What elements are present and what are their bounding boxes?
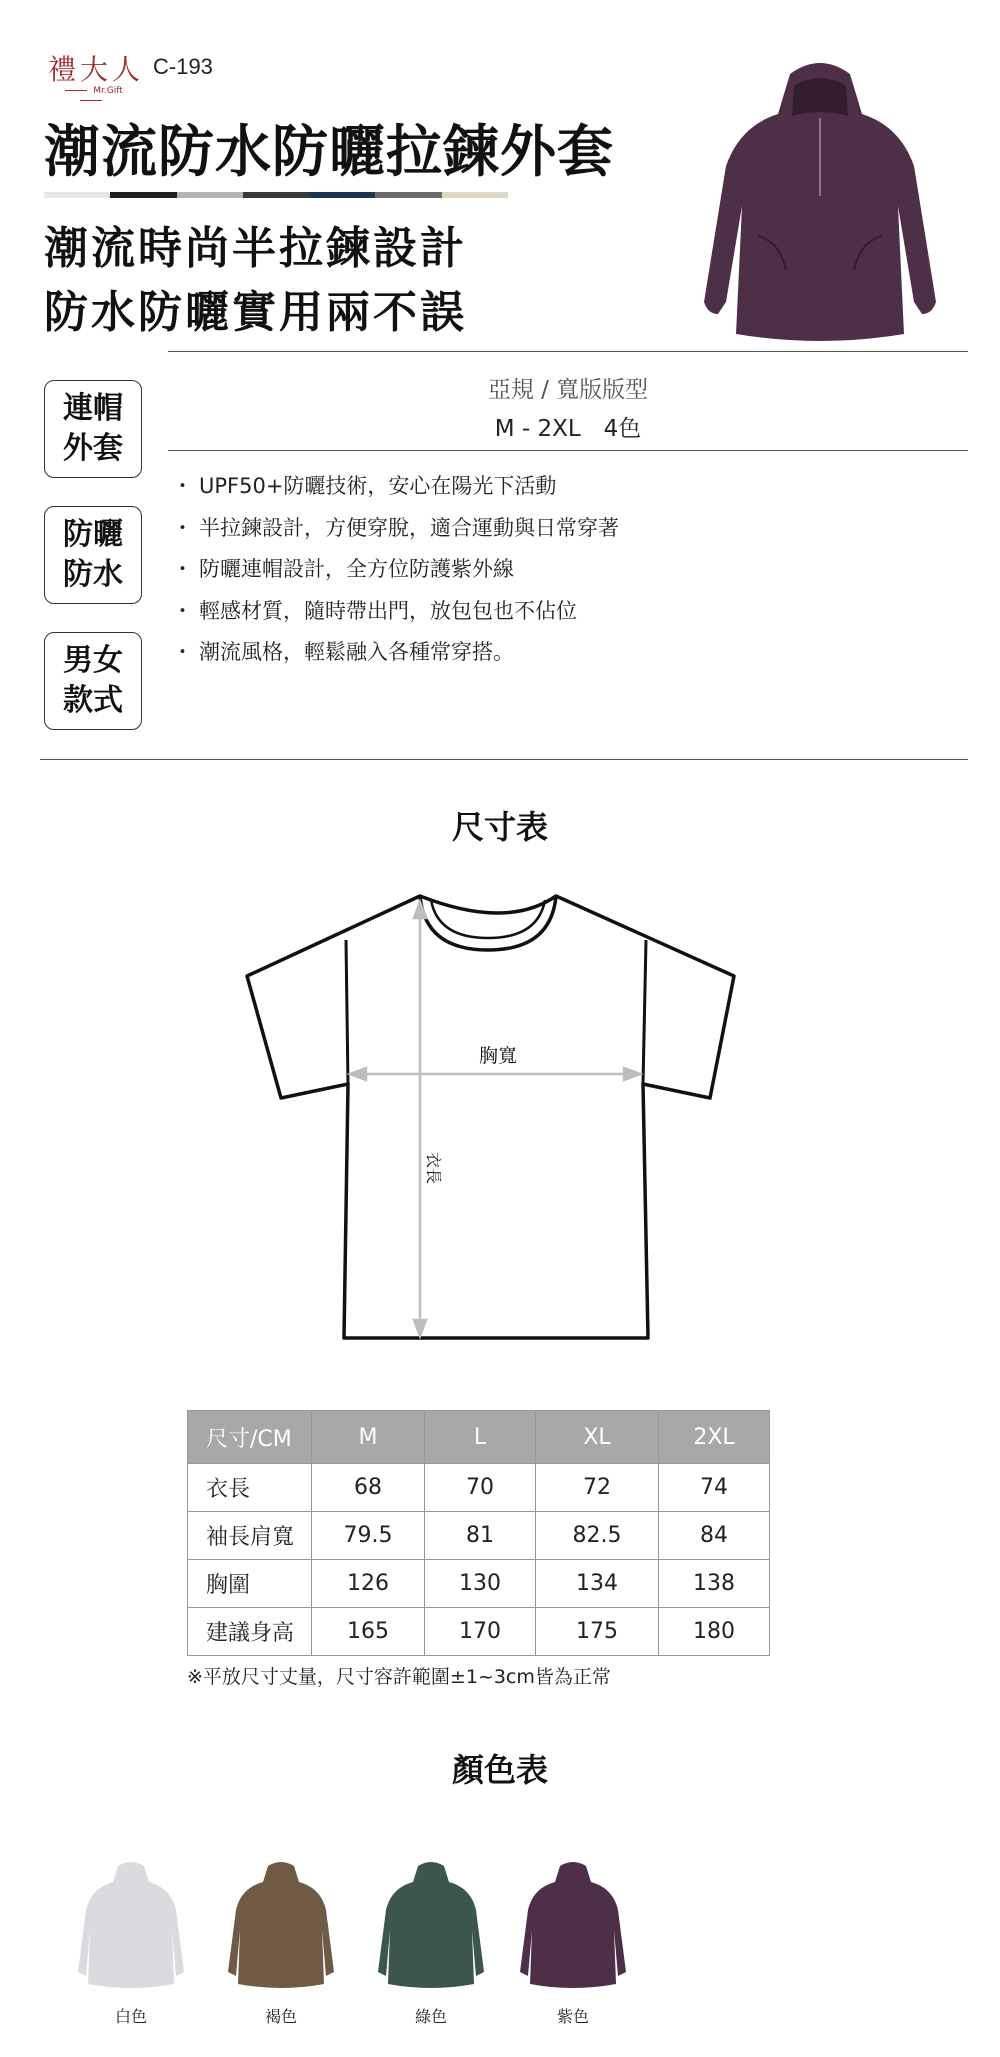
row-label: 袖長肩寬 bbox=[188, 1512, 312, 1560]
feature-item: ・ 防曬連帽設計，全方位防護紫外線 bbox=[172, 549, 619, 591]
color-swatch-white bbox=[76, 1860, 186, 1990]
color-swatch-purple bbox=[518, 1860, 628, 1990]
table-cell: 70 bbox=[425, 1464, 536, 1512]
chest-label: 胸寬 bbox=[478, 1045, 518, 1067]
feature-item: ・ UPF50+防曬技術，安心在陽光下活動 bbox=[172, 466, 619, 508]
color-stripe-divider bbox=[44, 192, 508, 198]
color-label: 綠色 bbox=[414, 2007, 447, 2026]
feature-tag: 連帽外套 bbox=[44, 380, 142, 478]
subtitle-line-2: 防水防曬實用兩不誤 bbox=[44, 287, 467, 338]
table-cell: 175 bbox=[536, 1608, 659, 1656]
fit-type: 亞規 / 寬版版型 bbox=[487, 377, 649, 403]
table-cell: 180 bbox=[659, 1608, 770, 1656]
table-cell: 72 bbox=[536, 1464, 659, 1512]
page-title: 潮流防水防曬拉鍊外套 bbox=[44, 120, 614, 185]
feature-item: ・ 輕感材質，隨時帶出門，放包包也不佔位 bbox=[172, 591, 619, 633]
size-chart-title: 尺寸表 bbox=[451, 808, 548, 846]
jacket-illustration bbox=[704, 63, 936, 341]
table-cell: 130 bbox=[425, 1560, 536, 1608]
row-label: 衣長 bbox=[188, 1464, 312, 1512]
table-header-cell: L bbox=[425, 1411, 536, 1464]
hero-jacket-image bbox=[700, 56, 940, 346]
table-row bbox=[188, 1560, 770, 1608]
color-stripe-segment bbox=[309, 192, 375, 198]
color-label: 紫色 bbox=[556, 2007, 589, 2026]
table-row bbox=[188, 1512, 770, 1560]
feature-list bbox=[172, 466, 619, 674]
table-cell: 170 bbox=[425, 1608, 536, 1656]
table-cell: 165 bbox=[312, 1608, 425, 1656]
color-chart-title: 顏色表 bbox=[451, 1751, 548, 1789]
table-cell: 81 bbox=[425, 1512, 536, 1560]
table-cell: 74 bbox=[659, 1464, 770, 1512]
color-swatch-green bbox=[376, 1860, 486, 1990]
color-stripe-segment bbox=[442, 192, 508, 198]
table-header-cell: XL bbox=[536, 1411, 659, 1464]
brand-logo: 禮大人 bbox=[48, 53, 145, 86]
table-row bbox=[188, 1464, 770, 1512]
table-cell: 126 bbox=[312, 1560, 425, 1608]
tshirt-outline bbox=[247, 896, 734, 1338]
divider bbox=[168, 351, 968, 352]
brand-subtitle: Mr.Gift bbox=[48, 86, 134, 106]
color-label: 白色 bbox=[114, 2007, 147, 2026]
row-label: 胸圍 bbox=[188, 1560, 312, 1608]
divider bbox=[40, 759, 968, 760]
color-swatch-brown bbox=[226, 1860, 336, 1990]
subtitle-line-1: 潮流時尚半拉鍊設計 bbox=[44, 223, 467, 274]
color-label: 褐色 bbox=[264, 2007, 297, 2026]
tshirt-measurement-diagram bbox=[240, 890, 760, 1360]
color-stripe-segment bbox=[177, 192, 243, 198]
table-cell: 82.5 bbox=[536, 1512, 659, 1560]
color-stripe-segment bbox=[375, 192, 441, 198]
table-header-cell: 2XL bbox=[659, 1411, 770, 1464]
color-stripe-segment bbox=[44, 192, 110, 198]
feature-tag: 防曬防水 bbox=[44, 506, 142, 604]
feature-item: ・ 潮流風格，輕鬆融入各種常穿搭。 bbox=[172, 632, 619, 674]
product-code: C-193 bbox=[153, 54, 213, 79]
color-stripe-segment bbox=[110, 192, 176, 198]
table-cell: 138 bbox=[659, 1560, 770, 1608]
table-cell: 79.5 bbox=[312, 1512, 425, 1560]
table-header-cell: M bbox=[312, 1411, 425, 1464]
feature-tag: 男女款式 bbox=[44, 632, 142, 730]
table-header-cell: 尺寸/CM bbox=[188, 1411, 312, 1464]
color-stripe-segment bbox=[243, 192, 309, 198]
size-table bbox=[187, 1410, 770, 1656]
table-cell: 134 bbox=[536, 1560, 659, 1608]
size-range: M - 2XL 4色 bbox=[494, 416, 642, 442]
divider bbox=[168, 450, 968, 451]
feature-item: ・ 半拉鍊設計，方便穿脫，適合運動與日常穿著 bbox=[172, 508, 619, 550]
row-label: 建議身高 bbox=[188, 1608, 312, 1656]
table-row bbox=[188, 1608, 770, 1656]
table-cell: 84 bbox=[659, 1512, 770, 1560]
table-cell: 68 bbox=[312, 1464, 425, 1512]
length-label: 衣長 bbox=[424, 1152, 443, 1185]
measurement-note: ※平放尺寸丈量，尺寸容許範圍±1~3cm皆為正常 bbox=[187, 1666, 611, 1688]
table-header-row bbox=[188, 1411, 770, 1464]
